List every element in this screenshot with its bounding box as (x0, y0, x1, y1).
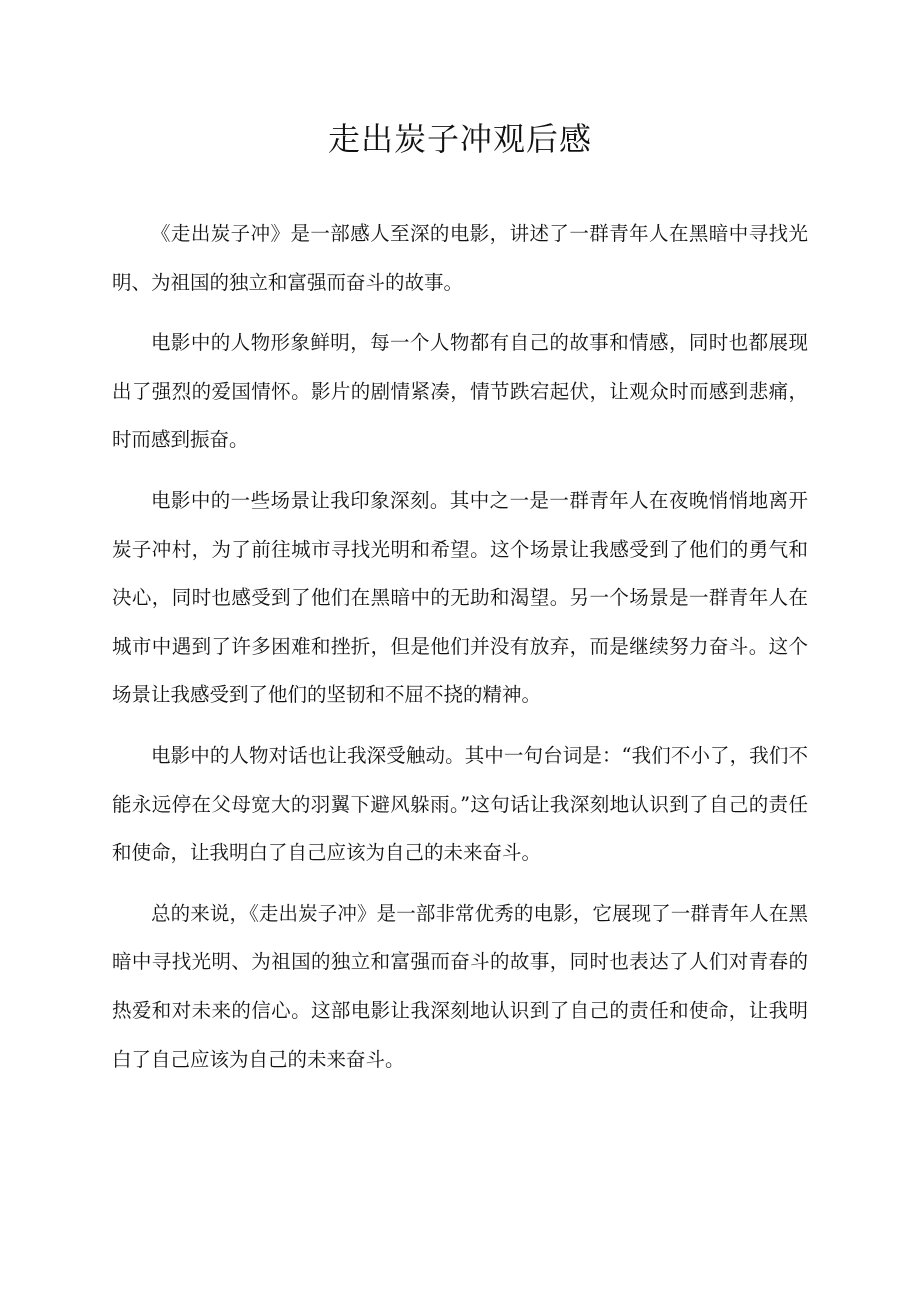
document-body (112, 210, 808, 1096)
paragraph-5: 总的来说，《走出炭子冲》是一部非常优秀的电影，它展现了一群青年人在黑暗中寻找光明、为祖国的独立和富强而奋斗的故事，同时也表达了人们对青春的热爱和对未来的信心。这部电影让我深刻地认识到了自己的责任和使命，让我明白了自己应该为自己的未来奋斗。 (112, 901, 808, 1071)
paragraph-3: 电影中的一些场景让我印象深刻。其中之一是一群青年人在夜晚悄悄地离开炭子冲村，为了前往城市寻找光明和希望。这个场景让我感受到了他们的勇气和决心，同时也感受到了他们在黑暗中的无助和渴望。另一个场景是一群青年人在城市中遇到了许多困难和挫折，但是他们并没有放弃，而是继续努力奋斗。这个场景让我感受到了他们的坚韧和不屈不挠的精神。 (112, 488, 808, 707)
page-title: 走出炭子冲观后感 (327, 120, 592, 158)
paragraph-2: 电影中的人物形象鲜明，每一个人物都有自己的故事和情感，同时也都展现出了强烈的爱国情怀。影片的剧情紧凑，情节跌宕起伏，让观众时而感到悲痛，时而感到振奋。 (112, 331, 808, 452)
paragraph-4: 电影中的人物对话也让我深受触动。其中一句台词是：“我们不小了，我们不能永远停在父母宽大的羽翼下避风躲雨。”这句话让我深刻地认识到了自己的责任和使命，让我明白了自己应该为自己的未来奋斗。 (112, 743, 808, 865)
paragraph-1: 《走出炭子冲》是一部感人至深的电影，讲述了一群青年人在黑暗中寻找光明、为祖国的独立和富强而奋斗的故事。 (112, 222, 808, 294)
